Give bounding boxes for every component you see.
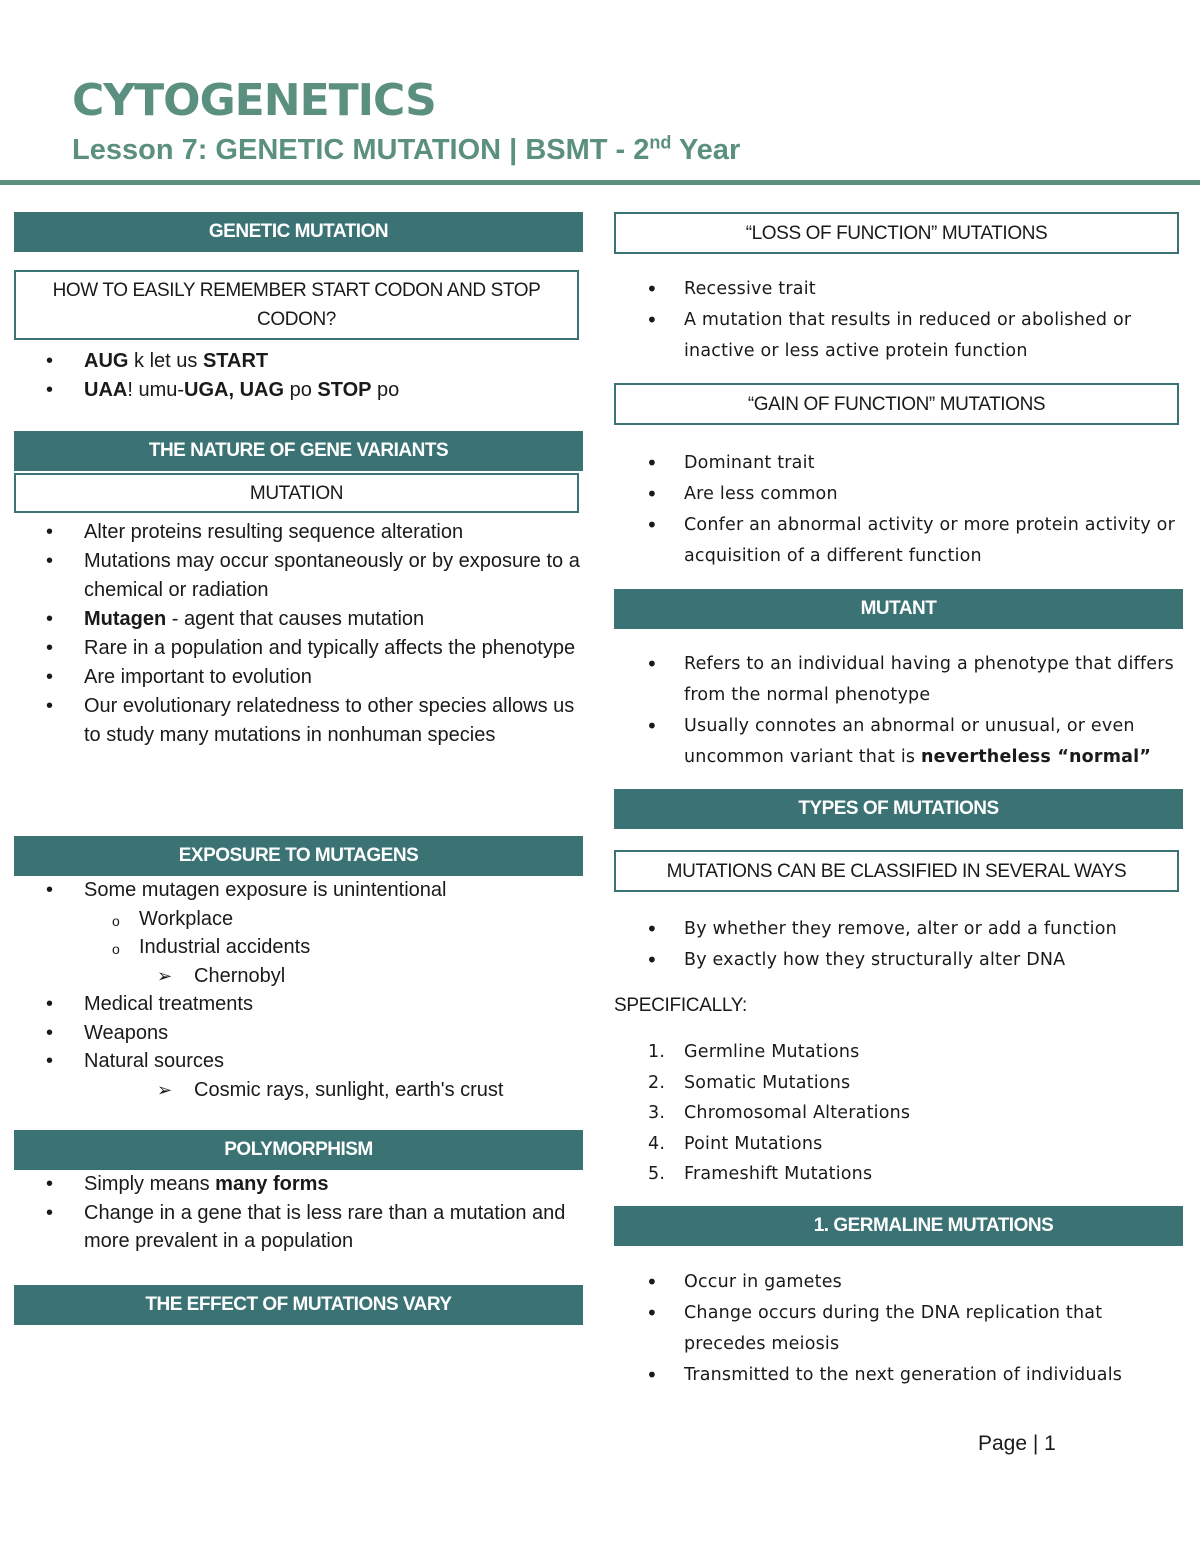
list-item: o Workplace [14,905,584,934]
list-item: 5. Frameshift Mutations [648,1164,873,1184]
list-item: • Confer an abnormal activity or more protein activity or acquisition of a different function [614,510,1194,572]
list-item: 1. Germline Mutations [648,1042,860,1062]
list-item: • Dominant trait [614,448,1194,479]
list-item: • By whether they remove, alter or add a function [614,914,1189,945]
mutation-types-list [614,1037,1189,1190]
mutant-list [614,649,1189,773]
mutation-list [14,518,584,750]
list-item: • Are important to evolution [14,663,584,692]
list-item: 4. Point Mutations [648,1133,823,1154]
list-item: 3. Chromosomal Alterations [648,1103,911,1123]
list-item: • AUG k let us START [14,347,584,376]
list-item: • Are less common [614,479,1194,510]
list-item: • Occur in gametes [614,1267,1189,1298]
mutation-box: MUTATION [14,473,579,513]
list-item: • Recessive trait [614,274,1189,305]
document-title: CYTOGENETICS [72,75,436,126]
loss-of-function-list [614,274,1189,367]
list-item: • Natural sources [14,1047,584,1076]
section-heading-polymorphism: POLYMORPHISM [14,1130,583,1170]
list-item: • Simply means many forms [14,1170,584,1199]
loss-of-function-box: “LOSS OF FUNCTION” MUTATIONS [614,212,1179,254]
gain-of-function-list [614,448,1194,572]
list-item: • Mutagen - agent that causes mutation [14,605,584,634]
list-item: • By exactly how they structurally alter DNA [614,945,1189,976]
list-item: • Refers to an individual having a phenotype that differs from the normal phenotype [614,649,1189,711]
list-item: • Weapons [14,1019,584,1048]
list-item: • Change occurs during the DNA replication that precedes meiosis [614,1298,1189,1360]
section-heading-mutant: MUTANT [614,589,1183,629]
list-item: • Mutations may occur spontaneously or by exposure to a chemical or radiation [14,547,584,605]
section-heading-effect: THE EFFECT OF MUTATIONS VARY [14,1285,583,1325]
list-item: • Alter proteins resulting sequence alteration [14,518,584,547]
list-item: • Some mutagen exposure is unintentional [14,876,584,905]
classification-list [614,914,1189,976]
list-item: • Our evolutionary relatedness to other species allows us to study many mutations in nonhuman species [14,692,584,750]
list-item: • Change in a gene that is less rare than a mutation and more prevalent in a population [14,1199,584,1256]
germline-list [614,1267,1189,1391]
classification-box: MUTATIONS CAN BE CLASSIFIED IN SEVERAL WAYS [614,850,1179,892]
header-divider [0,180,1200,185]
page-number: Page | 1 [978,1432,1056,1455]
section-heading-exposure: EXPOSURE TO MUTAGENS [14,836,583,876]
section-heading-genetic-mutation: GENETIC MUTATION [14,212,583,252]
list-item: • Transmitted to the next generation of individuals [614,1360,1189,1391]
lesson-subtitle: Lesson 7: GENETIC MUTATION | BSMT - 2nd Year [72,132,741,166]
codon-question-box: HOW TO EASILY REMEMBER START CODON AND STOP CODON? [14,270,579,340]
list-item: 2. Somatic Mutations [648,1072,851,1093]
polymorphism-list [14,1170,584,1256]
gain-of-function-box: “GAIN OF FUNCTION” MUTATIONS [614,383,1179,425]
section-heading-germline: 1. GERMALINE MUTATIONS [614,1206,1183,1246]
list-item: o Industrial accidents [14,933,584,962]
specifically-label: SPECIFICALLY: [614,995,748,1016]
list-item: • UAA! umu-UGA, UAG po STOP po [14,376,584,405]
section-heading-nature: THE NATURE OF GENE VARIANTS [14,431,583,471]
list-item: • Medical treatments [14,990,584,1019]
list-item: • Rare in a population and typically affects the phenotype [14,634,584,663]
codon-list [14,347,584,405]
list-item: • Usually connotes an abnormal or unusual, or even uncommon variant that is nevertheless “normal” [614,711,1189,773]
list-item: • A mutation that results in reduced or abolished or inactive or less active protein function [614,305,1189,367]
section-heading-types: TYPES OF MUTATIONS [614,789,1183,829]
list-item: ➢ Cosmic rays, sunlight, earth's crust [14,1076,584,1105]
list-item: ➢ Chernobyl [14,962,584,991]
exposure-list [14,876,584,1104]
